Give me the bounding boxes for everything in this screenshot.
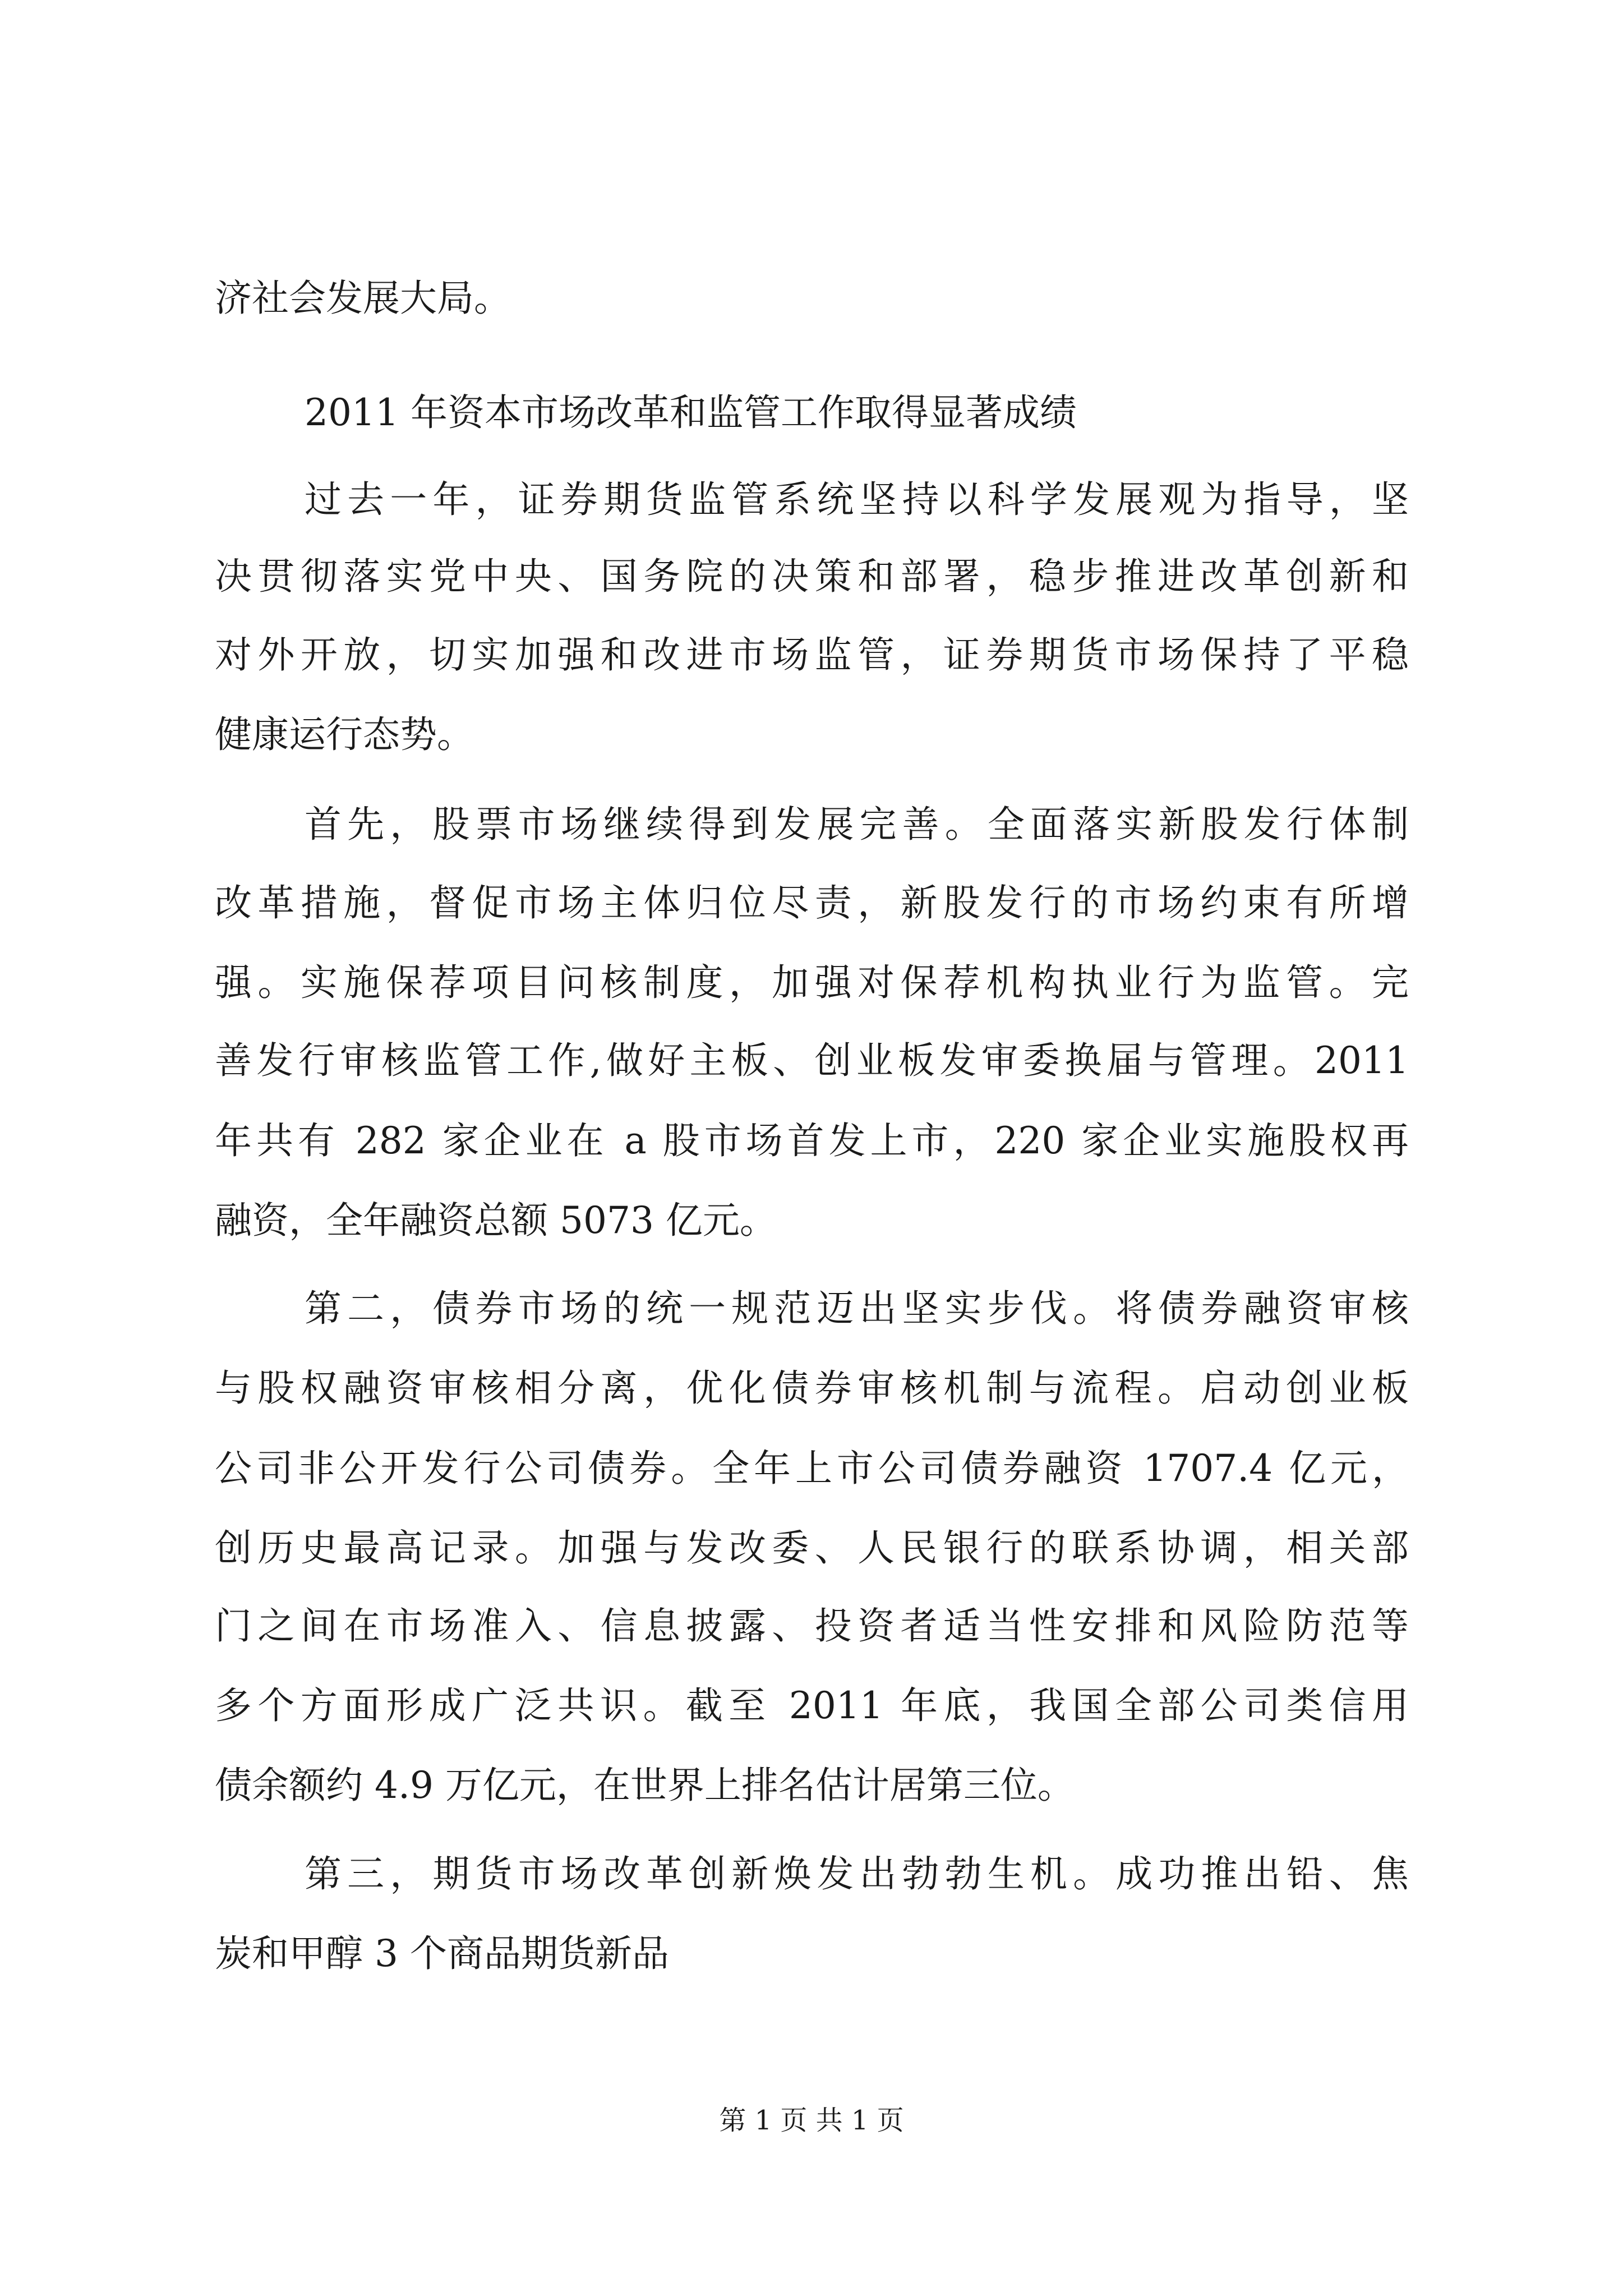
paragraph-line: 决贯彻落实党中央、国务院的决策和部署，稳步推进改革创新和 <box>215 555 1409 598</box>
paragraph-line: 强。实施保荐项目问核制度，加强对保荐机构执业行为监管。完 <box>215 961 1409 1004</box>
paragraph-line: 过去一年，证券期货监管系统坚持以科学发展观为指导，坚 <box>305 478 1409 521</box>
paragraph-line: 融资，全年融资总额 5073 亿元。 <box>215 1199 777 1242</box>
paragraph-line: 善发行审核监管工作,做好主板、创业板发审委换届与管理。2011 <box>215 1039 1409 1082</box>
paragraph-line: 济社会发展大局。 <box>215 277 511 320</box>
paragraph-line: 门之间在市场准入、信息披露、投资者适当性安排和风险防范等 <box>215 1604 1409 1648</box>
paragraph-line: 第二，债券市场的统一规范迈出坚实步伐。将债券融资审核 <box>305 1287 1409 1330</box>
page-footer: 第 1 页 共 1 页 <box>719 2105 904 2136</box>
paragraph-line: 与股权融资审核相分离，优化债券审核机制与流程。启动创业板 <box>215 1366 1409 1410</box>
section-heading: 2011 年资本市场改革和监管工作取得显著成绩 <box>305 391 1077 434</box>
paragraph-line: 债余额约 4.9 万亿元，在世界上排名估计居第三位。 <box>215 1764 1075 1807</box>
paragraph-line: 创历史最高记录。加强与发改委、人民银行的联系协调，相关部 <box>215 1526 1409 1570</box>
paragraph-line: 改革措施，督促市场主体归位尽责，新股发行的市场约束有所增 <box>215 881 1409 924</box>
paragraph-line: 公司非公开发行公司债券。全年上市公司债券融资 1707.4 亿元， <box>215 1447 1409 1490</box>
paragraph-line: 多个方面形成广泛共识。截至 2011 年底，我国全部公司类信用 <box>215 1684 1409 1727</box>
paragraph-line: 健康运行态势。 <box>215 713 474 756</box>
paragraph-line: 对外开放，切实加强和改进市场监管，证券期货市场保持了平稳 <box>215 633 1409 677</box>
paragraph-line: 炭和甲醇 3 个商品期货新品 <box>215 1932 669 1975</box>
paragraph-line: 第三，期货市场改革创新焕发出勃勃生机。成功推出铅、焦 <box>305 1852 1409 1895</box>
paragraph-line: 年共有 282 家企业在 a 股市场首发上市，220 家企业实施股权再 <box>215 1119 1409 1162</box>
paragraph-line: 首先，股票市场继续得到发展完善。全面落实新股发行体制 <box>305 803 1409 846</box>
